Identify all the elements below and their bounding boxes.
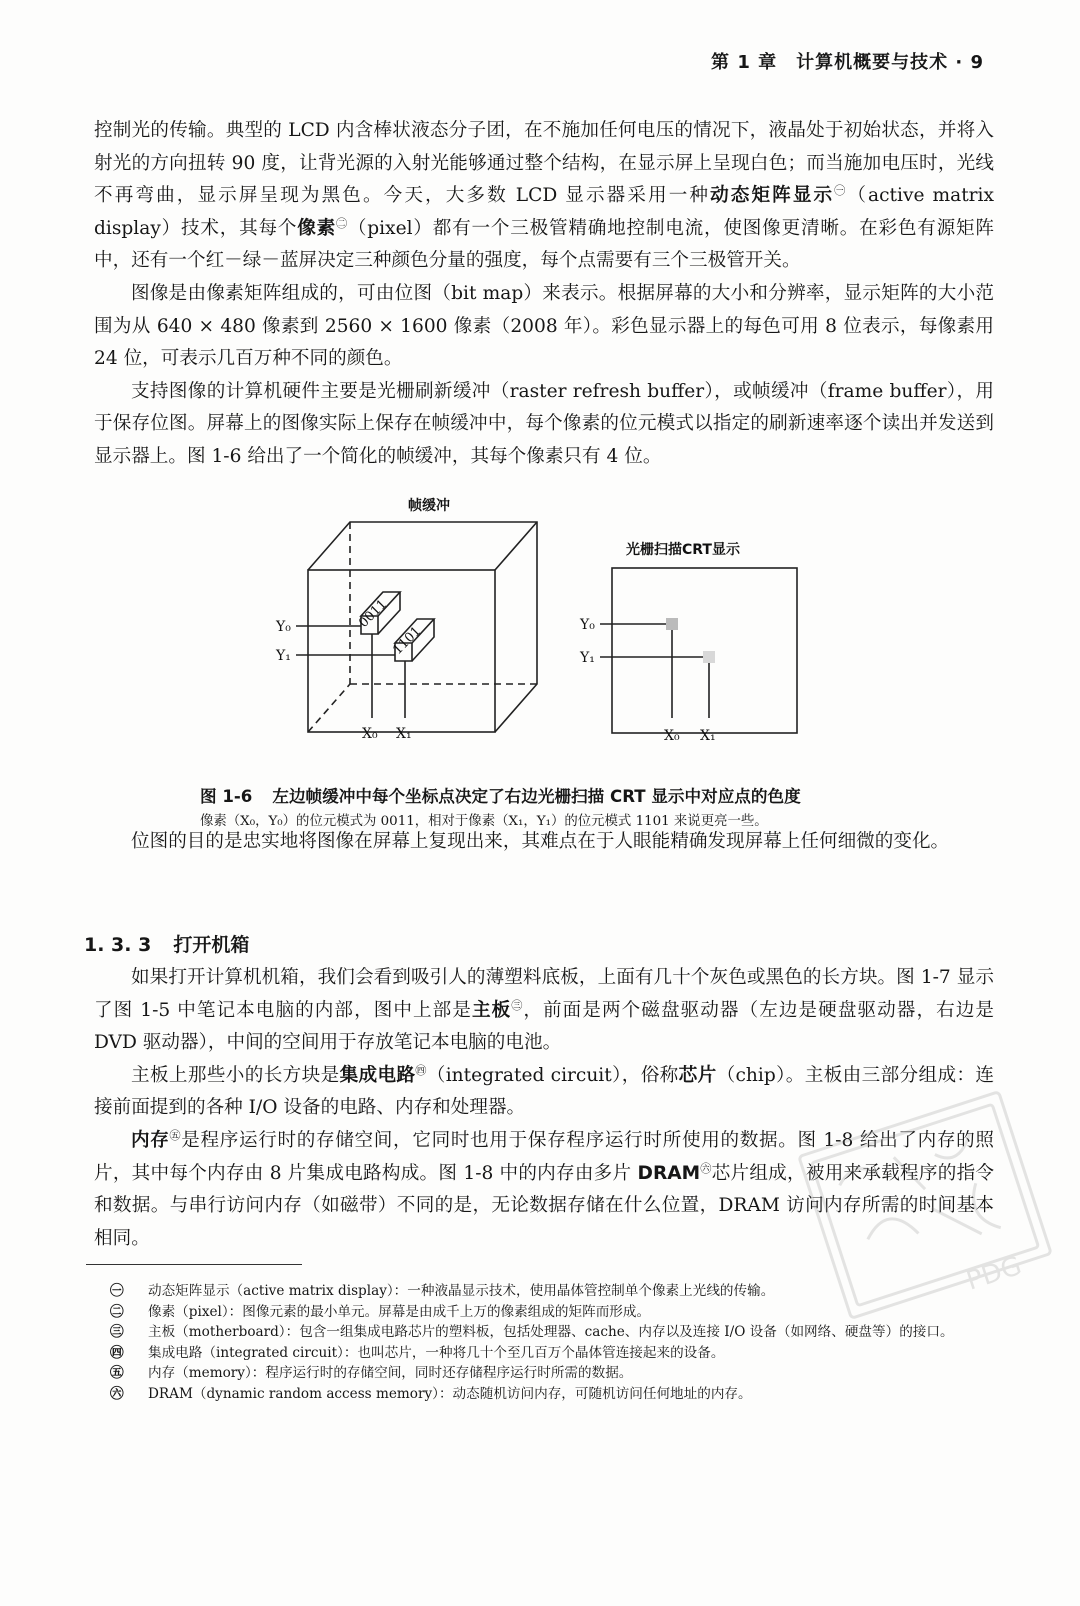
- bits-pixel-b: 1101: [390, 623, 425, 658]
- page-header: 第 1 章 计算机概要与技术 · 9: [711, 52, 984, 73]
- figure-caption: [200, 783, 801, 807]
- term-integrated-circuit: 集成电路: [339, 1064, 416, 1086]
- label-y0-left: Y₀: [276, 619, 291, 635]
- footnote-5: ㊄ 内存（memory）：程序运行时的存储空间，同时还存储程序运行时所需的数据。: [110, 1365, 633, 1382]
- label-x0-left: X₀: [362, 726, 378, 742]
- footnote-ref-5[interactable]: ㊄: [169, 1128, 182, 1142]
- paragraph-open-case: 如果打开计算机机箱，我们会看到吸引人的薄塑料底板，上面有几十个灰色或黑色的长方块。图 1-7 显示了图 1-5 中笔记本电脑的内部，图中上部是主板$^㊂$，前面是两个磁盘驱动器（左边是硬盘驱动器，右边是 DVD 驱动器），中间的空间用于存放笔记本电脑的电池。: [94, 967, 994, 1054]
- term-motherboard: 主板: [472, 999, 512, 1021]
- footnote-ref-3[interactable]: ㊂: [511, 998, 524, 1012]
- figure-number: 图 1-6: [200, 787, 253, 806]
- term-dram: DRAM: [637, 1162, 701, 1184]
- footnote-3: ㊂ 主板（motherboard）：包含一组集成电路芯片的塑料板，包括处理器、cache、内存以及连接 I/O 设备（如网络、硬盘等）的接口。: [110, 1324, 954, 1341]
- paragraph-bitmap-purpose: 位图的目的是忠实地将图像在屏幕上复现出来，其难点在于人眼能精确发现屏幕上任何细微的变化。: [131, 831, 950, 852]
- paragraph-bitmap: 图像是由像素矩阵组成的，可由位图（bit map）来表示。根据屏幕的大小和分辨率，显示矩阵的大小范围为从 640 × 480 像素到 2560 × 1600 像素（2008 年）。彩色显示器上的每色可用 8 位表示，每像素用 24 位，可表示几百万种不同的颜色。: [94, 282, 994, 370]
- paragraph-lcd: 控制光的传输。典型的 LCD 内含棒状液态分子团，在不施加任何电压的情况下，液晶处于初始状态，并将入射光的方向扭转 90 度，让背光源的入射光能够通过整个结构，在显示屏上呈现白色；而当施加电压时，光线不再弯曲，显示屏呈现为黑色。今天，大多数 LCD 显示器采用一种动态矩阵显示$^㊀$（active matrix display）技术，其每个像素$^㊁$（pixel）都有一个三极管精确地控制电流，使图像更清晰。在彩色有源矩阵中，还有一个红－绿－蓝屏决定三种颜色分量的强度，每个点需要有三个三极管开关。: [94, 120, 994, 272]
- section-number: 1. 3. 3: [84, 934, 152, 956]
- section-title: 打开机箱: [173, 934, 250, 956]
- body-text-middle: [94, 826, 994, 859]
- footnote-4: ㊃ 集成电路（integrated circuit）：也叫芯片，一种将几十个至几百万个晶体管连接起来的设备。: [110, 1344, 725, 1361]
- label-y1-right: Y₁: [580, 650, 595, 666]
- paragraph-frame-buffer: 支持图像的计算机硬件主要是光栅刷新缓冲（raster refresh buffer），或帧缓冲（frame buffer），用于保存位图。屏幕上的图像实际上保存在帧缓冲中，每个像素的位元模式以指定的刷新速率逐个读出并发送到显示器上。图 1-6 给出了一个简化的帧缓冲，其每个像素只有 4 位。: [94, 380, 994, 467]
- term-pixel: 像素: [297, 217, 337, 239]
- label-x1-left: X₁: [396, 726, 412, 742]
- label-y0-right: Y₀: [580, 617, 595, 633]
- crt-screen: [612, 568, 797, 733]
- footnote-1: ㊀ 动态矩阵显示（active matrix display）：一种液晶显示技术，使用晶体管控制单个像素上光线的传输。: [110, 1283, 775, 1299]
- footnote-ref-1[interactable]: ㊀: [834, 184, 848, 197]
- footnote-ref-6[interactable]: ㊅: [700, 1161, 712, 1175]
- term-memory: 内存: [131, 1129, 170, 1151]
- bits-pixel-a: 0011: [356, 596, 391, 631]
- label-x1-right: X₁: [700, 728, 716, 744]
- figure-left-title: 帧缓冲: [408, 498, 450, 514]
- footnote-2: ㊁ 像素（pixel）：图像元素的最小单元。屏幕是由成千上万的像素组成的矩阵而形成。: [110, 1303, 651, 1320]
- cube-back-edges: [308, 522, 537, 732]
- watermark-text: PDG: [962, 1250, 1026, 1297]
- footnote-ref-4[interactable]: ㊃: [415, 1063, 427, 1077]
- paragraph-memory: 内存$^㊄$是程序运行时的存储空间，它同时也用于保存程序运行时所使用的数据。图 1-8 给出了内存的照片，其中每个内存由 8 片集成电路构成。图 1-8 中的内存由多片 DRAM$^㊅$芯片组成，被用来承载程序的指令和数据。与串行访问内存（如磁带）不同的是，无论数据存储在什么位置，DRAM 访问内存所需的时间基本相同。: [94, 1128, 995, 1249]
- label-y1-left: Y₁: [276, 648, 291, 664]
- crt-pixel-dim: [703, 651, 715, 663]
- body-text-top: [94, 115, 994, 474]
- paragraph-integrated-circuit: 主板上那些小的长方块是集成电路$^㊃$（integrated circuit），俗称芯片（chip）。主板由三部分组成：连接前面提到的各种 I/O 设备的电路、内存和处理器。: [94, 1063, 994, 1119]
- figure-right-title: 光栅扫描CRT显示: [626, 542, 740, 558]
- figure-caption-subtitle: 像素（X₀，Y₀）的位元模式为 0011，相对于像素（X₁，Y₁）的位元模式 1101 来说更亮一些。: [200, 814, 768, 829]
- section-heading: [84, 930, 271, 957]
- footnote-6: ㊅ DRAM（dynamic random access memory）：动态随机访问内存，可随机访问任何地址的内存。: [110, 1385, 752, 1402]
- footnote-ref-2[interactable]: ㊁: [336, 216, 348, 230]
- term-chip: 芯片: [678, 1064, 717, 1086]
- figure-frame-buffer-diagram: [0, 490, 1080, 780]
- term-active-matrix: 动态矩阵显示: [710, 185, 835, 207]
- footnote-divider: [86, 1264, 302, 1265]
- label-x0-right: X₀: [664, 728, 680, 744]
- figure-caption-title: 左边帧缓冲中每个坐标点决定了右边光栅扫描 CRT 显示中对应点的色度: [272, 787, 801, 806]
- watermark-seal: [790, 1090, 1060, 1320]
- crt-pixel-bright: [666, 618, 678, 630]
